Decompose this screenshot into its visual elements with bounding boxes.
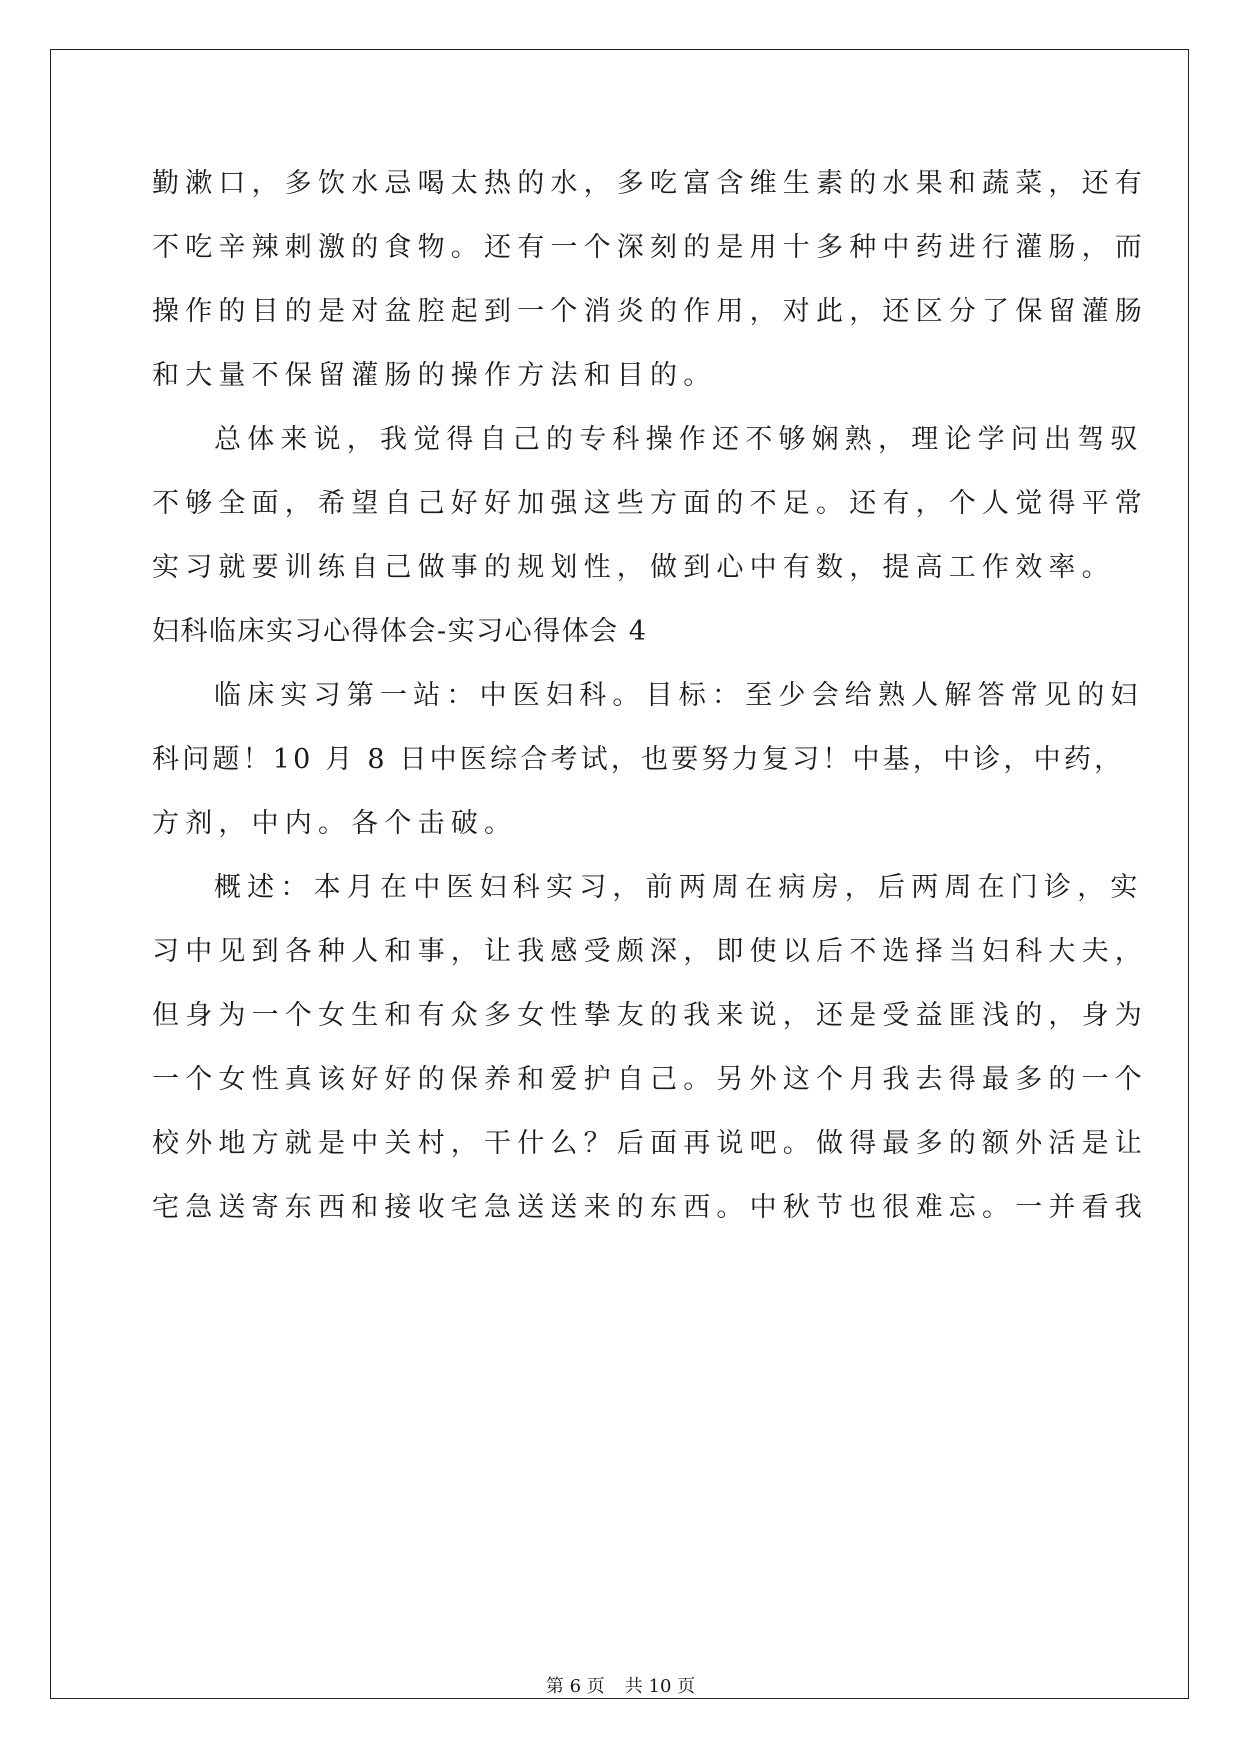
page-footer [0, 1676, 1241, 1698]
paragraph-line: 操作的目的是对盆腔起到一个消炎的作用，对此，还区分了保留灌肠 [152, 296, 1148, 327]
paragraph-line: 概述：本月在中医妇科实习，前两周在病房，后两周在门诊，实 [214, 872, 1144, 903]
paragraph-line: 实习就要训练自己做事的规划性，做到心中有数，提高工作效率。 [152, 552, 1115, 583]
paragraph-line: 但身为一个女生和有众多女性挚友的我来说，还是受益匪浅的，身为 [152, 1000, 1148, 1031]
paragraph-line: 不吃辛辣刺激的食物。还有一个深刻的是用十多种中药进行灌肠，而 [152, 232, 1148, 263]
paragraph-line: 校外地方就是中关村，干什么？后面再说吧。做得最多的额外活是让 [152, 1128, 1148, 1159]
paragraph-line: 总体来说，我觉得自己的专科操作还不够娴熟，理论学问出驾驭 [214, 424, 1144, 455]
page-number: 第 6 页 [545, 1676, 605, 1697]
paragraph-line: 习中见到各种人和事，让我感受颇深，即使以后不选择当妇科大夫， [152, 936, 1148, 967]
paragraph-line: 方剂，中内。各个击破。 [152, 808, 518, 839]
paragraph-line: 科问题！10 月 8 日中医综合考试，也要努力复习！中基，中诊，中药， [152, 744, 1125, 775]
section-heading: 妇科临床实习心得体会-实习心得体会 4 [152, 616, 648, 647]
paragraph-line: 宅急送寄东西和接收宅急送送来的东西。中秋节也很难忘。一并看我 [152, 1192, 1148, 1223]
document-body [152, 152, 1148, 1240]
paragraph-line: 和大量不保留灌肠的操作方法和目的。 [152, 360, 717, 391]
paragraph-line: 临床实习第一站：中医妇科。目标：至少会给熟人解答常见的妇 [214, 680, 1144, 711]
page-total: 共 10 页 [624, 1676, 696, 1697]
paragraph-line: 不够全面，希望自己好好加强这些方面的不足。还有，个人觉得平常 [152, 488, 1148, 519]
paragraph-line: 勤漱口，多饮水忌喝太热的水，多吃富含维生素的水果和蔬菜，还有 [152, 168, 1148, 199]
paragraph-line: 一个女性真该好好的保养和爱护自己。另外这个月我去得最多的一个 [152, 1064, 1148, 1095]
